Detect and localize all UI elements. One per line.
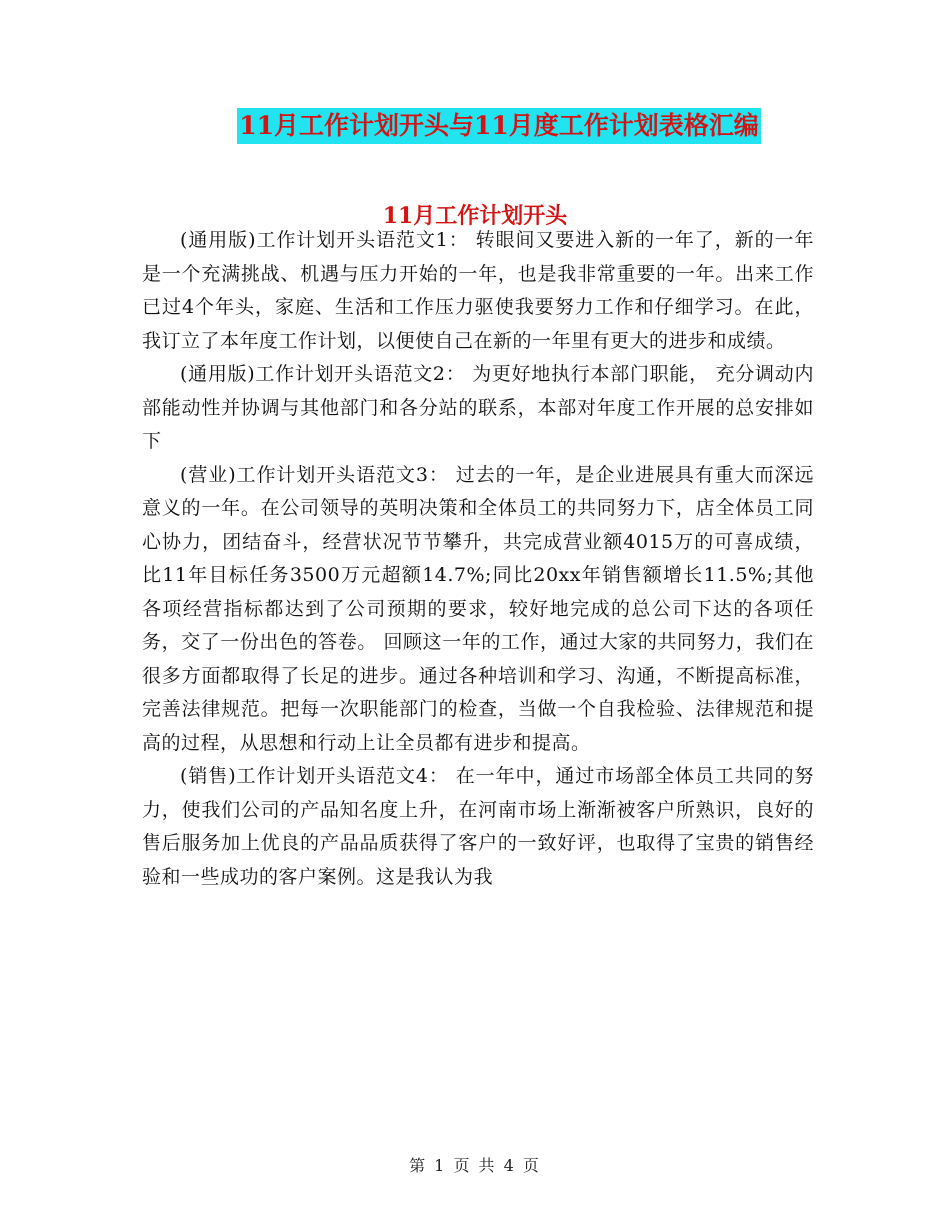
paragraph-1: (通用版)工作计划开头语范文1： 转眼间又要进入新的一年了，新的一年是一个充满挑战、机遇与压力开始的一年，也是我非常重要的一年。出来工作已过4个年头，家庭、生活和工作压力驱使我要努力工作和仔细学习。在此，我订立了本年度工作计划，以便使自己在新的一年里有更大的进步和成绩。 (142, 229, 814, 352)
page-footer: 第 1 页 共 4 页 (409, 1156, 541, 1175)
paragraph-3: (营业)工作计划开头语范文3： 过去的一年，是企业进展具有重大而深远意义的一年。在公司领导的英明决策和全体员工的共同努力下，店全体员工同心协力，团结奋斗，经营状况节节攀升，共完成营业额4015万的可喜成绩，比11年目标任务3500万元超额14.7%;同比20xx年销售额增长11.5%;其他各项经营指标都达到了公司预期的要求，较好地完成的总公司下达的各项任务，交了一份出色的答卷。 回顾这一年的工作，通过大家的共同努力，我们在很多方面都取得了长足的进步。通过各种培训和学习、沟通，不断提高标准，完善法律规范。把每一次职能部门的检查，当做一个自我检验、法律规范和提高的过程，从思想和行动上让全员都有进步和提高。 (142, 463, 814, 754)
document-title: 11月工作计划开头与11月度工作计划表格汇编 (237, 108, 761, 144)
section-title: 11月工作计划开头 (382, 203, 568, 229)
paragraph-4: (销售)工作计划开头语范文4： 在一年中，通过市场部全体员工共同的努力，使我们公司的产品知名度上升，在河南市场上渐渐被客户所熟识，良好的售后服务加上优良的产品品质获得了客户的一致好评，也取得了宝贵的销售经验和一些成功的客户案例。这是我认为我 (142, 765, 814, 888)
document-title-wrap (0, 108, 950, 144)
paragraph-2: (通用版)工作计划开头语范文2： 为更好地执行本部门职能， 充分调动内部能动性并协调与其他部门和各分站的联系，本部对年度工作开展的总安排如下 (142, 363, 814, 452)
document-body (142, 224, 814, 894)
